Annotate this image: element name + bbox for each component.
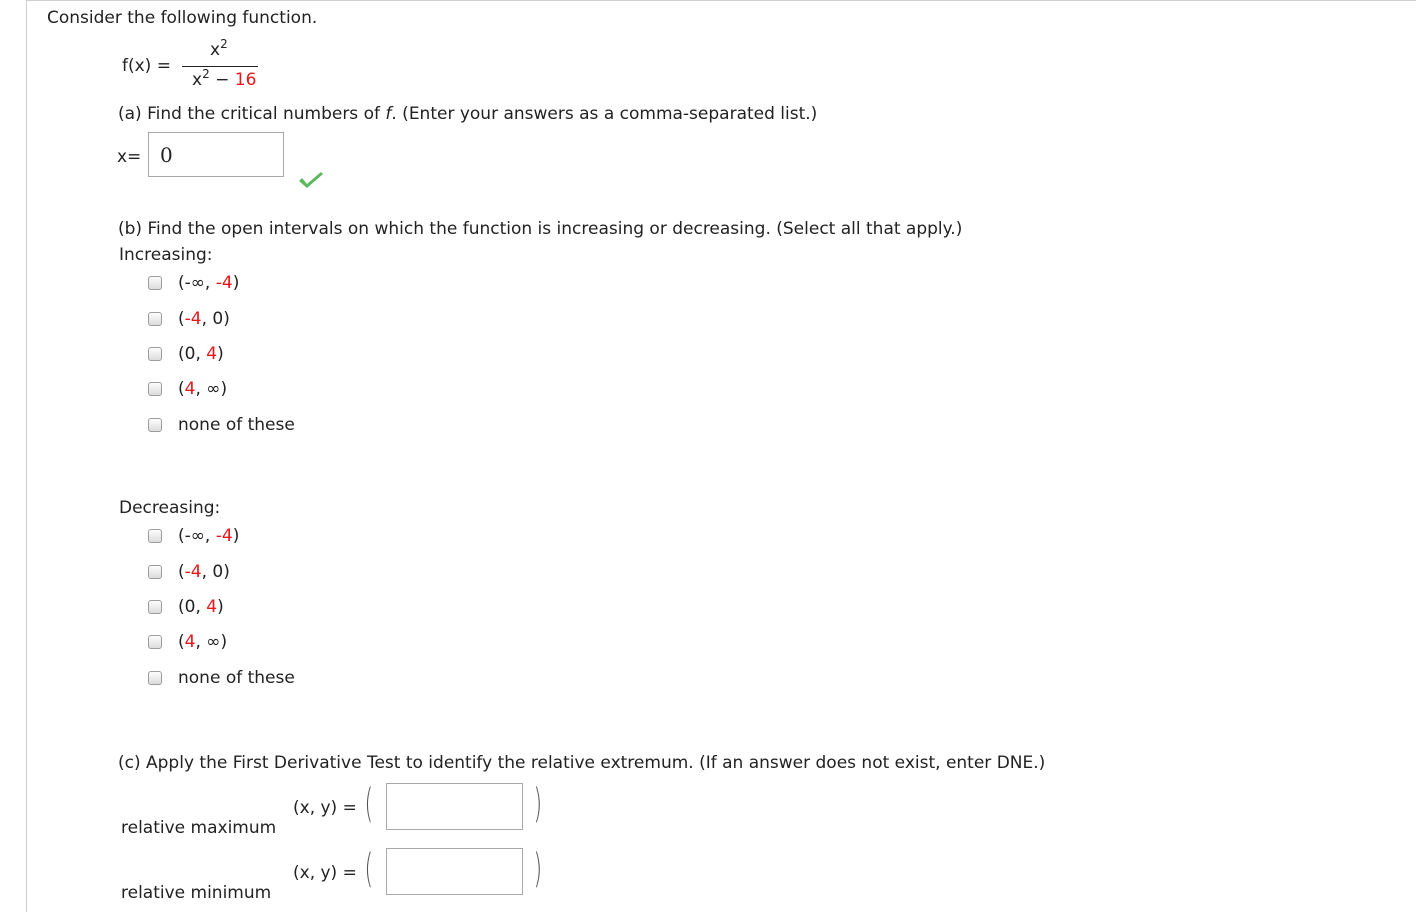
increasing-label: Increasing: bbox=[119, 245, 213, 265]
min-xy-label: (x, y) = bbox=[293, 863, 357, 883]
min-close-paren: ) bbox=[533, 846, 543, 892]
checkbox[interactable] bbox=[148, 418, 162, 432]
checkbox[interactable] bbox=[148, 529, 162, 543]
part-b-prompt: (b) Find the open intervals on which the function is increasing or decreasing. (Select all that apply.) bbox=[118, 219, 963, 239]
x-label: x= bbox=[117, 147, 142, 167]
relative-max-input[interactable] bbox=[386, 783, 523, 830]
part-c-prompt: (c) Apply the First Derivative Test to identify the relative extremum. (If an answer does not exist, enter DNE.) bbox=[118, 753, 1046, 773]
frame-top-border bbox=[26, 0, 1416, 1]
frame-left-border bbox=[26, 0, 27, 912]
function-label: f(x) = bbox=[122, 56, 171, 76]
fraction-bar bbox=[182, 66, 258, 67]
checkbox[interactable] bbox=[148, 635, 162, 649]
min-open-paren: ( bbox=[364, 846, 374, 892]
checkbox[interactable] bbox=[148, 671, 162, 685]
checkbox[interactable] bbox=[148, 600, 162, 614]
relative-max-label: relative maximum bbox=[121, 818, 277, 838]
relative-min-input[interactable] bbox=[386, 848, 523, 895]
fraction-denominator: $x^2 - 16$ bbox=[192, 67, 257, 90]
option-label: (0, 4) bbox=[178, 597, 224, 617]
check-icon bbox=[298, 172, 324, 190]
part-a-prompt: (a) Find the critical numbers of f. (Enter your answers as a comma-separated list.) bbox=[118, 104, 818, 124]
option-label: (4, ∞) bbox=[178, 632, 228, 652]
option-label: (0, 4) bbox=[178, 344, 224, 364]
checkbox[interactable] bbox=[148, 565, 162, 579]
critical-numbers-answer[interactable]: 0 bbox=[148, 132, 284, 177]
max-open-paren: ( bbox=[364, 781, 374, 827]
option-label: (-∞, -4) bbox=[178, 273, 240, 293]
checkbox[interactable] bbox=[148, 312, 162, 326]
option-label: (-4, 0) bbox=[178, 562, 230, 582]
fraction-numerator: $x^2$ bbox=[210, 37, 228, 60]
option-label: (-4, 0) bbox=[178, 309, 230, 329]
checkbox[interactable] bbox=[148, 276, 162, 290]
option-label: (4, ∞) bbox=[178, 379, 228, 399]
max-xy-label: (x, y) = bbox=[293, 798, 357, 818]
option-label: none of these bbox=[178, 415, 295, 435]
decreasing-label: Decreasing: bbox=[119, 498, 221, 518]
checkbox[interactable] bbox=[148, 347, 162, 361]
checkbox[interactable] bbox=[148, 382, 162, 396]
relative-min-label: relative minimum bbox=[121, 883, 272, 903]
option-label: (-∞, -4) bbox=[178, 526, 240, 546]
option-label: none of these bbox=[178, 668, 295, 688]
question-intro: Consider the following function. bbox=[47, 8, 318, 28]
max-close-paren: ) bbox=[533, 781, 543, 827]
